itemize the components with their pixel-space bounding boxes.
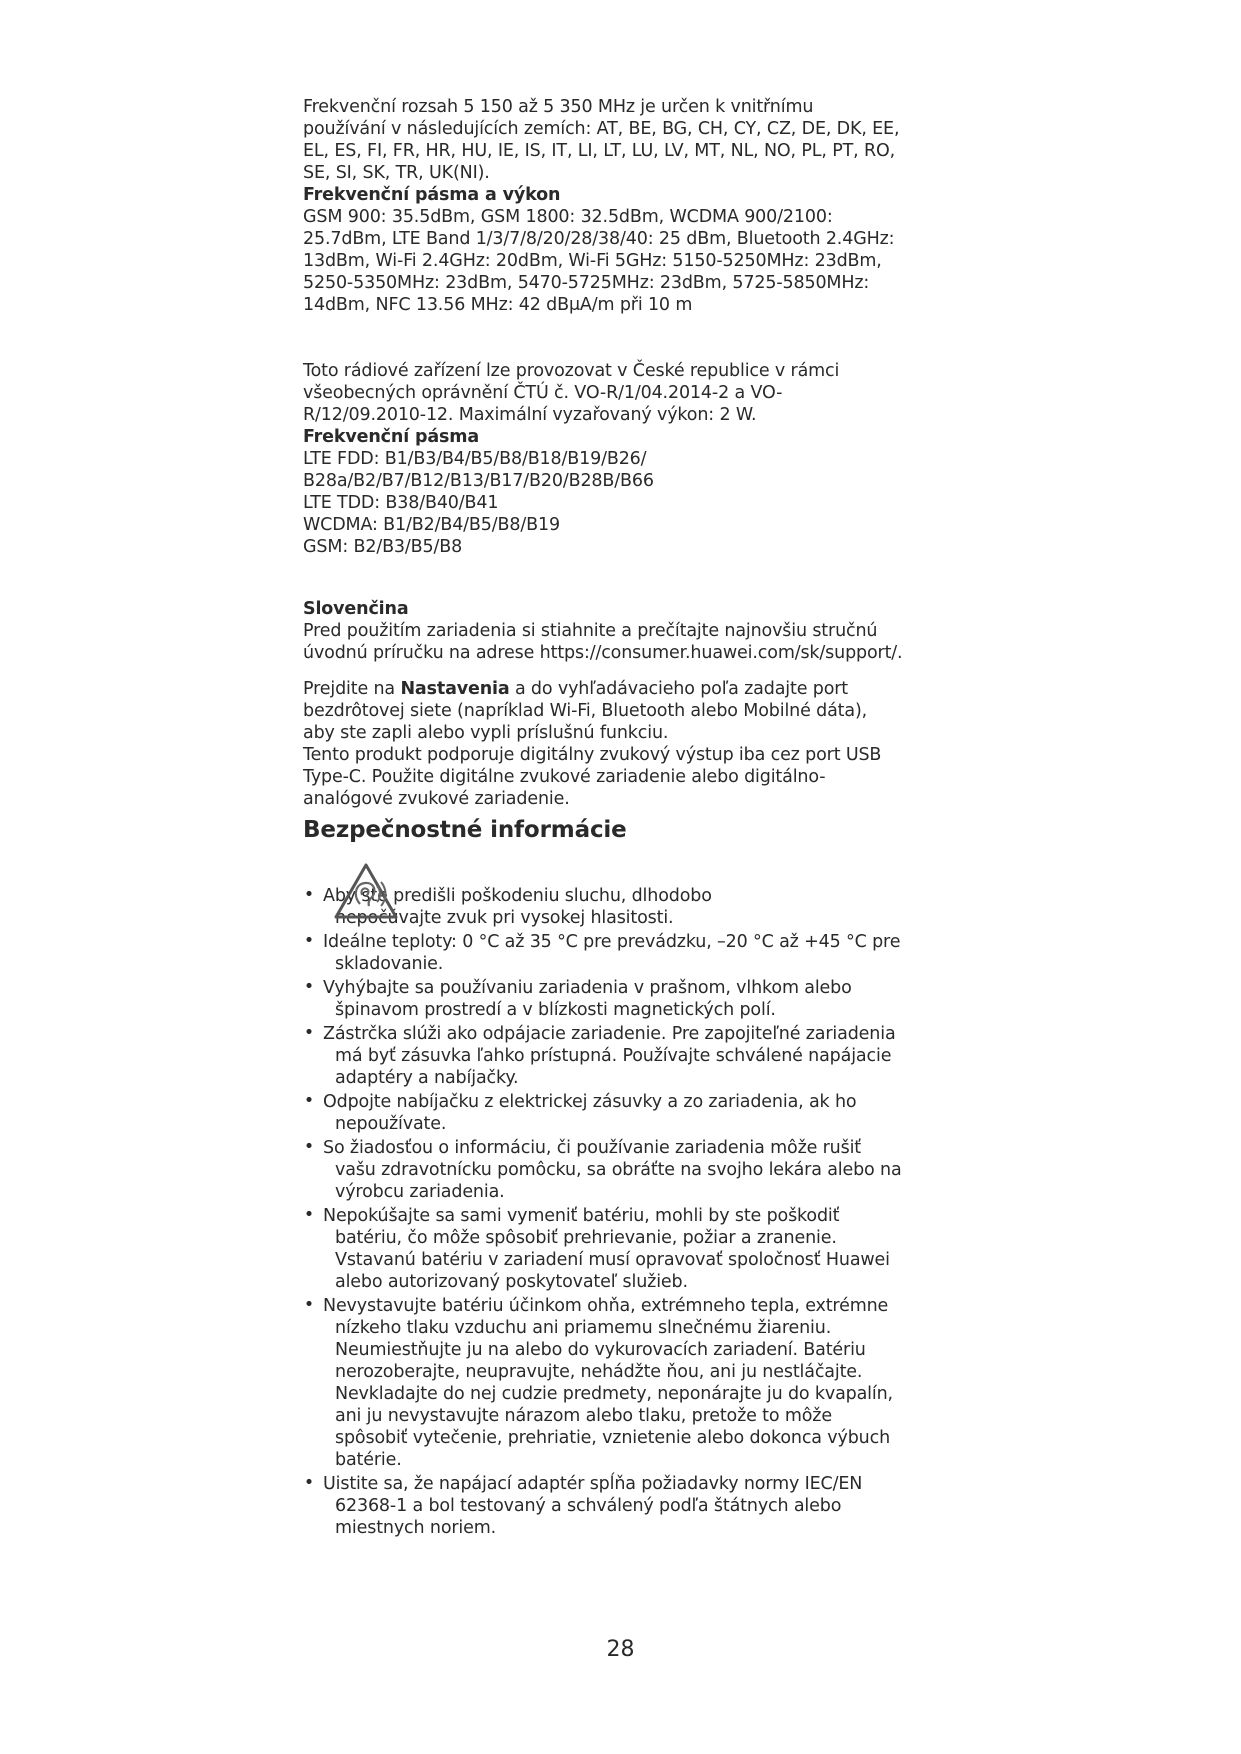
list-item: [303, 1091, 943, 1135]
text-line: nízkeho tlaku vzduchu ani priamemu slnečnému žiareniu.: [335, 1318, 832, 1338]
text-line: špinavom prostredí a v blízkosti magnetických polí.: [335, 1000, 776, 1020]
settings-label: Nastavenia: [400, 679, 510, 699]
bullet-marker: •: [303, 1205, 315, 1225]
text-line: úvodnú príručku na adrese https://consumer.huawei.com/sk/support/.: [303, 643, 903, 663]
text-line: 25.7dBm, LTE Band 1/3/7/8/20/28/38/40: 25 dBm, Bluetooth 2.4GHz:: [303, 229, 895, 249]
text-line: Type-C. Použite digitálne zvukové zariadenie alebo digitálno-: [303, 767, 826, 787]
bullet-marker: •: [303, 1473, 315, 1493]
bullet-marker: •: [303, 885, 315, 905]
text-line: 5250-5350MHz: 23dBm, 5470-5725MHz: 23dBm, 5725-5850MHz:: [303, 273, 870, 293]
text-line: Aby ste predišli poškodeniu sluchu, dlhodobo: [323, 886, 712, 906]
text-line: používání v následujících zemích: AT, BE, BG, CH, CY, CZ, DE, DK, EE,: [303, 119, 900, 139]
bullet-marker: •: [303, 1023, 315, 1043]
text-line: GSM 900: 35.5dBm, GSM 1800: 32.5dBm, WCDMA 900/2100:: [303, 207, 833, 227]
text-line: nepočúvajte zvuk pri vysokej hlasitosti.: [335, 908, 674, 928]
text-line: Vstavanú batériu v zariadení musí opravovať spoločnosť Huawei: [335, 1250, 890, 1270]
text-line: So žiadosťou o informáciu, či používanie zariadenia môže rušiť: [323, 1138, 862, 1158]
text-line: bezdrôtovej siete (napríklad Wi-Fi, Bluetooth alebo Mobilné dáta),: [303, 701, 868, 721]
text-line: miestnych noriem.: [335, 1518, 497, 1538]
text-line: 14dBm, NFC 13.56 MHz: 42 dBμA/m při 10 m: [303, 295, 693, 315]
sk-intro-section: [303, 598, 943, 664]
text-line: Nevkladajte do nej cudzie predmety, neponárajte ju do kvapalín,: [335, 1384, 893, 1404]
text-line: Ideálne teploty: 0 °C až 35 °C pre prevádzku, –20 °C až +45 °C pre: [323, 932, 901, 952]
text-line: batérie.: [335, 1450, 402, 1470]
safety-heading: Bezpečnostné informácie: [303, 817, 627, 843]
text-line: Uistite sa, že napájací adaptér spĺňa požiadavky normy IEC/EN: [323, 1474, 863, 1494]
text-line: [303, 678, 943, 700]
text-line: Nevystavujte batériu účinkom ohňa, extrémneho tepla, extrémne: [323, 1296, 889, 1316]
text-line: 62368-1 a bol testovaný a schválený podľa štátnych alebo: [335, 1496, 842, 1516]
text-line: B28a/B2/B7/B12/B13/B17/B20/B28B/B66: [303, 471, 654, 491]
cz-bands-section: [303, 426, 943, 558]
text-line: LTE TDD: B38/B40/B41: [303, 493, 499, 513]
text-line: alebo autorizovaný poskytovateľ služieb.: [335, 1272, 688, 1292]
section-heading: Frekvenční pásma a výkon: [303, 185, 561, 205]
text-line: Neumiestňujte ju na alebo do vykurovacích zariadení. Batériu: [335, 1340, 866, 1360]
cz-ctu-paragraph: [303, 360, 943, 426]
text-run: a do vyhľadávacieho poľa zadajte port: [509, 679, 849, 699]
text-line: vašu zdravotnícku pomôcku, sa obráťte na svojho lekára alebo na: [335, 1160, 902, 1180]
text-line: LTE FDD: B1/B3/B4/B5/B8/B18/B19/B26/: [303, 449, 647, 469]
text-line: R/12/09.2010-12. Maximální vyzařovaný výkon: 2 W.: [303, 405, 757, 425]
text-line: Odpojte nabíjačku z elektrickej zásuvky a zo zariadenia, ak ho: [323, 1092, 857, 1112]
list-item: [303, 1205, 943, 1293]
text-line: nerozoberajte, neupravujte, nehádžte ňou, ani ju nestláčajte.: [335, 1362, 863, 1382]
list-item: [303, 885, 943, 929]
text-line: všeobecných oprávnění ČTÚ č. VO-R/1/04.2014-2 a VO-: [303, 383, 783, 403]
sk-settings-paragraph: [303, 678, 943, 744]
bullet-marker: •: [303, 1091, 315, 1111]
text-line: SE, SI, SK, TR, UK(NI).: [303, 163, 490, 183]
text-line: má byť zásuvka ľahko prístupná. Používajte schválené napájacie: [335, 1046, 892, 1066]
text-line: Frekvenční rozsah 5 150 až 5 350 MHz je určen k vnitřnímu: [303, 97, 814, 117]
list-item: [303, 1295, 943, 1471]
list-item: [303, 1137, 943, 1203]
text-line: EL, ES, FI, FR, HR, HU, IE, IS, IT, LI, LT, LU, LV, MT, NL, NO, PL, PT, RO,: [303, 141, 896, 161]
text-line: skladovanie.: [335, 954, 444, 974]
section-heading: Frekvenční pásma: [303, 427, 480, 447]
list-item: [303, 1473, 943, 1539]
sk-audio-paragraph: [303, 744, 943, 810]
text-line: Zástrčka slúži ako odpájacie zariadenie. Pre zapojiteľné zariadenia: [323, 1024, 896, 1044]
text-line: 13dBm, Wi-Fi 2.4GHz: 20dBm, Wi-Fi 5GHz: 5150-5250MHz: 23dBm,: [303, 251, 882, 271]
hearing-warning-icon: [333, 862, 399, 920]
text-line: spôsobiť vytečenie, prehriatie, vznietenie alebo dokonca výbuch: [335, 1428, 891, 1448]
text-line: ani ju nevystavujte nárazom alebo tlaku, pretože to môže: [335, 1406, 832, 1426]
text-line: Toto rádiové zařízení lze provozovat v České republice v rámci: [303, 361, 840, 381]
list-item: [303, 931, 943, 975]
text-line: aby ste zapli alebo vypli príslušnú funkciu.: [303, 723, 669, 743]
text-line: GSM: B2/B3/B5/B8: [303, 537, 463, 557]
safety-bullet-list: [303, 885, 943, 1541]
cz-bands-power-section: [303, 184, 943, 316]
text-line: Nepokúšajte sa sami vymeniť batériu, mohli by ste poškodiť: [323, 1206, 840, 1226]
bullet-marker: •: [303, 1137, 315, 1157]
text-line: Vyhýbajte sa používaniu zariadenia v prašnom, vlhkom alebo: [323, 978, 852, 998]
text-line: Tento produkt podporuje digitálny zvukový výstup iba cez port USB: [303, 745, 882, 765]
text-run: Prejdite na: [303, 679, 401, 699]
page-number: 28: [606, 1637, 635, 1662]
text-line: WCDMA: B1/B2/B4/B5/B8/B19: [303, 515, 560, 535]
bullet-marker: •: [303, 1295, 315, 1315]
list-item: [303, 977, 943, 1021]
text-line: adaptéry a nabíjačky.: [335, 1068, 519, 1088]
list-item: [303, 1023, 943, 1089]
bullet-marker: •: [303, 931, 315, 951]
cz-freq-range-paragraph: [303, 96, 943, 184]
text-line: výrobcu zariadenia.: [335, 1182, 505, 1202]
text-line: batériu, čo môže spôsobiť prehrievanie, požiar a zranenie.: [335, 1228, 837, 1248]
text-line: Pred použitím zariadenia si stiahnite a prečítajte najnovšiu stručnú: [303, 621, 878, 641]
bullet-marker: •: [303, 977, 315, 997]
text-line: analógové zvukové zariadenie.: [303, 789, 570, 809]
language-heading: Slovenčina: [303, 599, 409, 619]
text-line: nepoužívate.: [335, 1114, 447, 1134]
